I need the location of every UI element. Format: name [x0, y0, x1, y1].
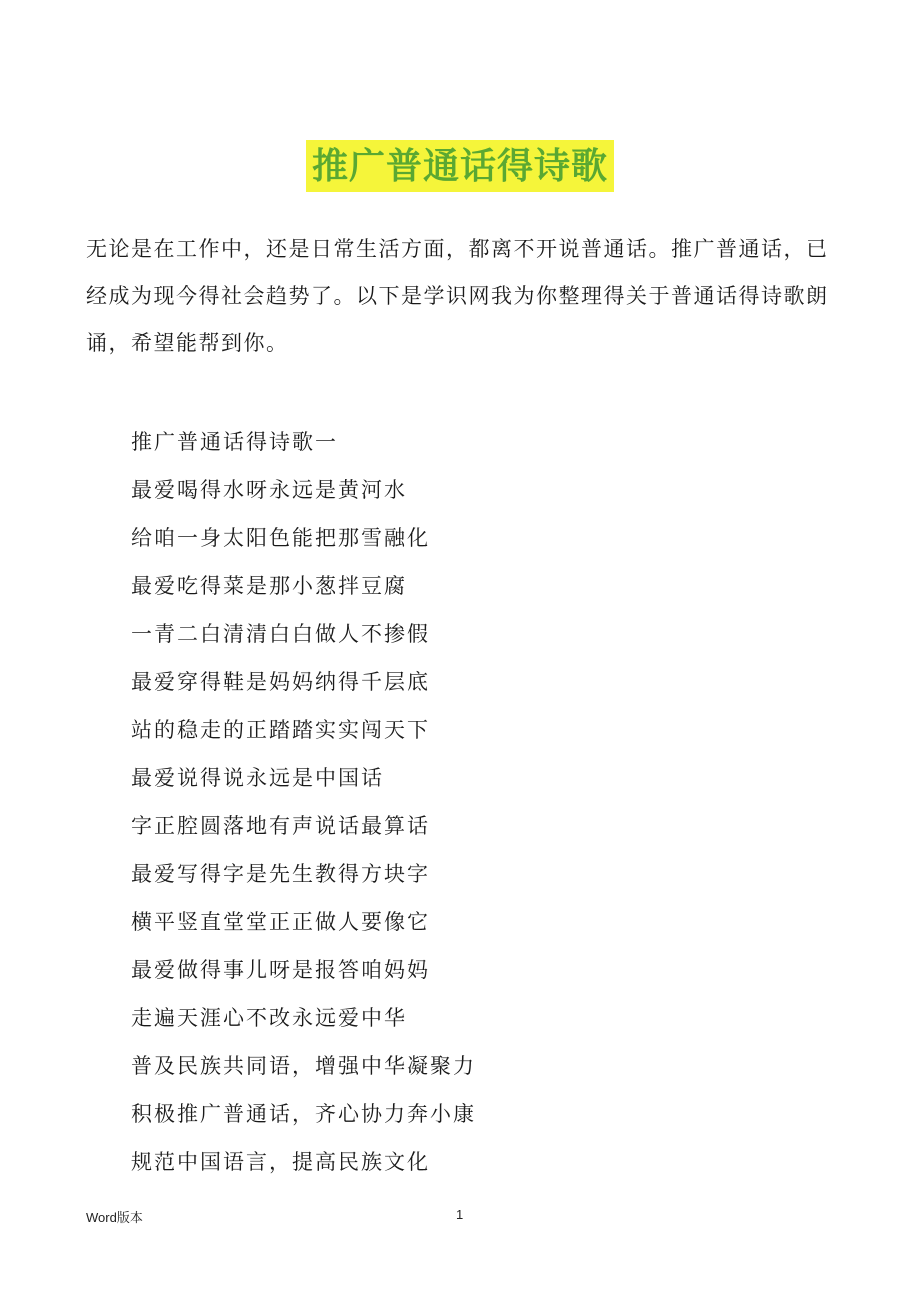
- poem-line: 最爱穿得鞋是妈妈纳得千层底: [131, 670, 430, 694]
- poem-line: 横平竖直堂堂正正做人要像它: [131, 910, 430, 934]
- poem-line: 规范中国语言，提高民族文化: [131, 1150, 430, 1174]
- footer-version-label: Word版本: [86, 1210, 143, 1225]
- title-container: [0, 140, 920, 192]
- poem-line: 最爱说得说永远是中国话: [131, 766, 384, 790]
- poem-line: 给咱一身太阳色能把那雪融化: [131, 526, 430, 550]
- intro-paragraph: 无论是在工作中，还是日常生活方面，都离不开说普通话。推广普通话，已经成为现今得社会趋势了。以下是学识网我为你整理得关于普通话得诗歌朗诵，希望能帮到你。: [86, 237, 829, 355]
- poem-line: 最爱喝得水呀永远是黄河水: [131, 478, 407, 502]
- poem-line: 站的稳走的正踏踏实实闯天下: [131, 718, 430, 742]
- poem-line: 推广普通话得诗歌一: [131, 430, 338, 454]
- poem-line: 字正腔圆落地有声说话最算话: [131, 814, 430, 838]
- poem-line: 走遍天涯心不改永远爱中华: [131, 1006, 407, 1030]
- poem-line: 一青二白清清白白做人不掺假: [131, 622, 430, 646]
- poem-lines: [131, 418, 831, 1186]
- poem-line: 最爱做得事儿呀是报答咱妈妈: [131, 958, 430, 982]
- poem-line: 普及民族共同语，增强中华凝聚力: [131, 1054, 476, 1078]
- document-title: 推广普通话得诗歌: [306, 140, 614, 192]
- poem-line: 最爱吃得菜是那小葱拌豆腐: [131, 574, 407, 598]
- poem-line: 最爱写得字是先生教得方块字: [131, 862, 430, 886]
- footer-page-number: 1: [456, 1207, 464, 1222]
- poem-line: 积极推广普通话，齐心协力奔小康: [131, 1102, 476, 1126]
